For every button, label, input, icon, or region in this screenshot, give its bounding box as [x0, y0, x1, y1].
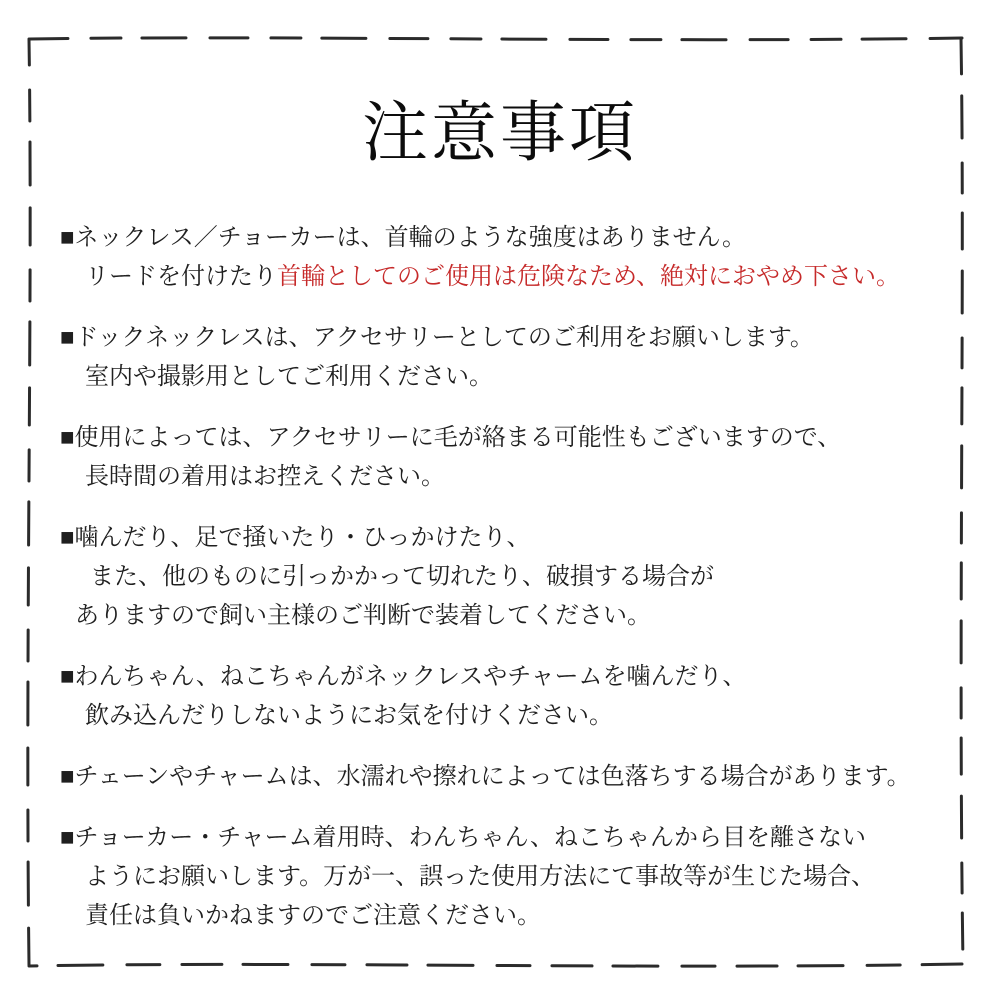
notice-item-hair-tangle: [60, 418, 964, 496]
notice-item-accessory-use: [60, 318, 964, 396]
notice-text: また、他のものに引っかかって切れたり、破損する場合が: [90, 563, 714, 590]
notice-text: ■噛んだり、足で掻いたり・ひっかけたり、: [60, 524, 531, 551]
warning-text-red: 首輪としてのご使用は危険なため、絶対におやめ下さい。: [277, 263, 901, 290]
notice-text: ようにお願いします。万が一、誤った使用方法にて事故等が生じた場合、: [85, 863, 876, 890]
notice-line: [60, 557, 964, 596]
notice-item-supervision: [60, 818, 964, 935]
notice-text: リードを付けたり: [85, 263, 277, 290]
notice-text: 室内や撮影用としてご利用ください。: [85, 363, 493, 390]
notice-line: [60, 418, 964, 457]
notice-text: ■わんちゃん、ねこちゃんがネックレスやチャームを噛んだり、: [60, 663, 747, 690]
notice-item-color-fade: [60, 757, 964, 796]
notice-text: 飲み込んだりしないようにお気を付けください。: [85, 702, 613, 729]
notice-text: ■チョーカー・チャーム着用時、わんちゃん、ねこちゃんから目を離さない: [60, 824, 867, 851]
notice-item-necklace-strength: [60, 218, 964, 296]
notice-line: [60, 818, 964, 857]
notice-line: [60, 696, 964, 735]
notice-item-damage-risk: [60, 518, 964, 635]
notice-text: 責任は負いかねますのでご注意ください。: [85, 902, 541, 929]
notice-text: ■チェーンやチャームは、水濡れや擦れによっては色落ちする場合があります。: [60, 763, 911, 790]
notice-line: [60, 596, 964, 635]
notice-list: [60, 218, 964, 935]
notice-line: [60, 457, 964, 496]
notice-line: [60, 757, 964, 796]
notice-line: [60, 257, 964, 296]
notice-text: 長時間の着用はお控えください。: [85, 463, 445, 490]
notice-line: [60, 318, 964, 357]
notice-line: [60, 518, 964, 557]
notice-line: [60, 357, 964, 396]
notice-line: [60, 896, 964, 935]
notice-item-swallowing: [60, 657, 964, 735]
notice-text: ■使用によっては、アクセサリーに毛が絡まる可能性もございますので、: [60, 424, 842, 451]
notice-text: ありますので飼い主様のご判断で装着してください。: [75, 602, 651, 629]
page-title: 注意事項: [362, 95, 638, 169]
notice-text: ■ドックネックレスは、アクセサリーとしてのご利用をお願いします。: [60, 324, 814, 351]
notice-line: [60, 857, 964, 896]
notice-line: [60, 657, 964, 696]
notice-text: ■ネックレス／チョーカーは、首輪のような強度はありません。: [60, 224, 747, 251]
notice-line: [60, 218, 964, 257]
